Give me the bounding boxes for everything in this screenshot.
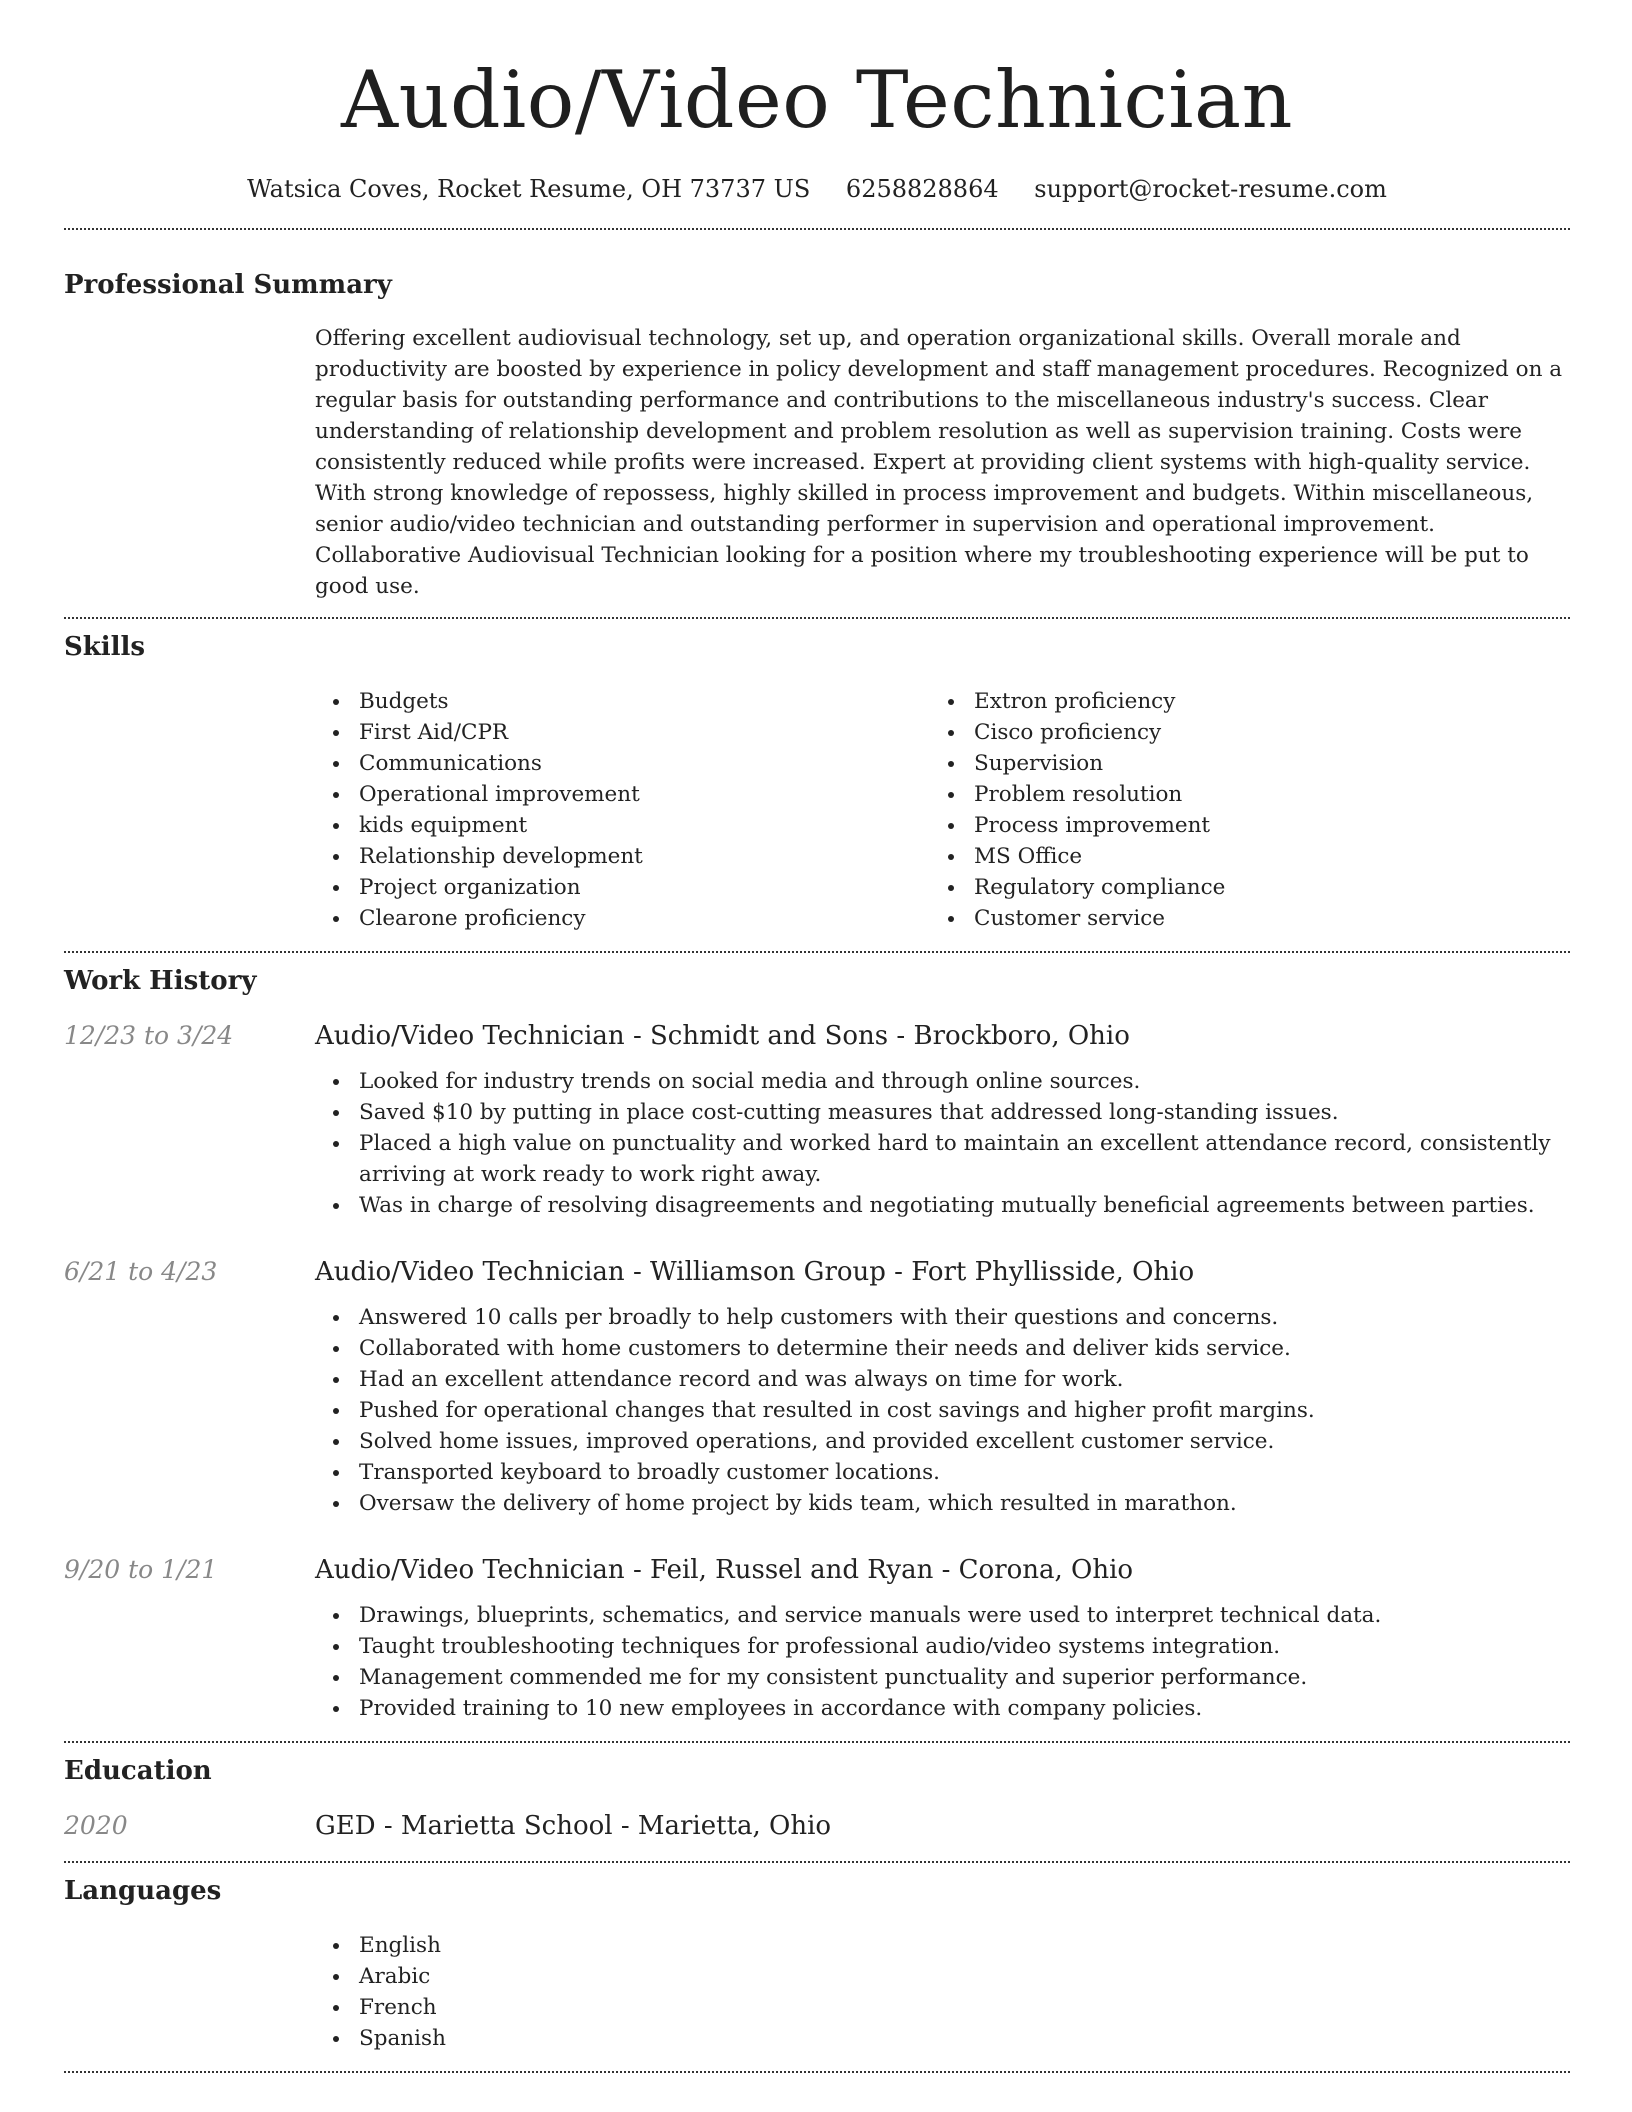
resume-header bbox=[64, 0, 1570, 206]
education-title: GED - Marietta School - Marietta, Ohio bbox=[315, 1811, 832, 1841]
summary-heading: Professional Summary bbox=[64, 270, 392, 300]
education-entry bbox=[64, 1809, 1570, 1843]
language-item: French bbox=[359, 1992, 1570, 2023]
skills-list-right bbox=[930, 686, 1530, 934]
language-item: English bbox=[359, 1930, 1570, 1961]
skill-item: Process improvement bbox=[974, 810, 1530, 841]
job-bullet: Placed a high value on punctuality and worked hard to maintain an excellent attendance record, consistently arriving at work ready to work right away. bbox=[359, 1128, 1570, 1190]
job-bullet: Drawings, blueprints, schematics, and service manuals were used to interpret technical data. bbox=[359, 1600, 1570, 1631]
skill-item: Supervision bbox=[974, 748, 1530, 779]
contact-phone: 6258828864 bbox=[845, 175, 999, 203]
education-section bbox=[64, 1743, 1570, 1843]
job-title: Audio/Video Technician - Schmidt and Sons - Brockboro, Ohio bbox=[315, 1021, 1130, 1051]
skill-item: Operational improvement bbox=[359, 779, 930, 810]
skill-item: Budgets bbox=[359, 686, 930, 717]
work-section bbox=[64, 953, 1570, 1724]
job-bullet: Collaborated with home customers to determine their needs and deliver kids service. bbox=[359, 1333, 1570, 1364]
candidate-name: Audio/Video Technician bbox=[341, 54, 1293, 146]
job-entry bbox=[64, 1019, 1570, 1221]
education-date: 2020 bbox=[64, 1811, 128, 1840]
skill-item: Relationship development bbox=[359, 841, 930, 872]
job-bullet: Transported keyboard to broadly customer locations. bbox=[359, 1457, 1570, 1488]
job-bullet: Looked for industry trends on social media and through online sources. bbox=[359, 1066, 1570, 1097]
job-bullets bbox=[315, 1600, 1570, 1724]
contact-line bbox=[64, 172, 1570, 206]
resume-page bbox=[64, 0, 1570, 2073]
job-bullet: Management commended me for my consistent punctuality and superior performance. bbox=[359, 1662, 1570, 1693]
skill-item: Customer service bbox=[974, 903, 1530, 934]
job-details bbox=[315, 1255, 1570, 1519]
education-heading: Education bbox=[64, 1756, 212, 1786]
job-dates: 9/20 to 1/21 bbox=[64, 1555, 218, 1584]
skill-item: Communications bbox=[359, 748, 930, 779]
skill-item: Extron proficiency bbox=[974, 686, 1530, 717]
job-bullets bbox=[315, 1302, 1570, 1519]
job-bullet: Was in charge of resolving disagreements and negotiating mutually beneficial agreements between parties. bbox=[359, 1190, 1570, 1221]
job-bullet: Provided training to 10 new employees in accordance with company policies. bbox=[359, 1693, 1570, 1724]
job-bullet: Had an excellent attendance record and was always on time for work. bbox=[359, 1364, 1570, 1395]
job-title: Audio/Video Technician - Feil, Russel and Ryan - Corona, Ohio bbox=[315, 1555, 1134, 1585]
skill-item: Clearone proficiency bbox=[359, 903, 930, 934]
job-bullet: Oversaw the delivery of home project by kids team, which resulted in marathon. bbox=[359, 1488, 1570, 1519]
job-dates: 6/21 to 4/23 bbox=[64, 1257, 218, 1286]
skill-item: Regulatory compliance bbox=[974, 872, 1530, 903]
contact-email: support@rocket-resume.com bbox=[1034, 175, 1387, 203]
skill-item: Problem resolution bbox=[974, 779, 1530, 810]
education-details bbox=[315, 1809, 1570, 1843]
languages-section bbox=[64, 1863, 1570, 2054]
language-item: Spanish bbox=[359, 2023, 1570, 2054]
job-details bbox=[315, 1019, 1570, 1221]
job-bullet: Solved home issues, improved operations, and provided excellent customer service. bbox=[359, 1426, 1570, 1457]
job-bullet: Pushed for operational changes that resulted in cost savings and higher profit margins. bbox=[359, 1395, 1570, 1426]
contact-address: Watsica Coves, Rocket Resume, OH 73737 US bbox=[247, 175, 811, 203]
skill-item: Project organization bbox=[359, 872, 930, 903]
skill-item: Cisco proficiency bbox=[974, 717, 1530, 748]
section-divider bbox=[64, 2071, 1570, 2073]
job-bullets bbox=[315, 1066, 1570, 1221]
job-bullet: Saved $10 by putting in place cost-cutting measures that addressed long-standing issues. bbox=[359, 1097, 1570, 1128]
skills-section bbox=[64, 619, 1570, 934]
job-entry bbox=[64, 1255, 1570, 1519]
skill-item: MS Office bbox=[974, 841, 1530, 872]
job-bullet: Taught troubleshooting techniques for professional audio/video systems integration. bbox=[359, 1631, 1570, 1662]
job-title: Audio/Video Technician - Williamson Group - Fort Phyllisside, Ohio bbox=[315, 1257, 1195, 1287]
summary-text: Offering excellent audiovisual technology, set up, and operation organizational skills. Overall morale and productivity are boosted by experience in policy development and staff management procedures. Recognized on a regular basis for outstanding performance and contributions to the miscellaneous industry's success. Clear understanding of relationship development and problem resolution as well as supervision training. Costs were consistently reduced while profits were increased. Expert at providing client systems with high-quality service. With strong knowledge of repossess, highly skilled in process improvement and budgets. Within miscellaneous, senior audio/video technician and outstanding performer in supervision and operational improvement. Collaborative Audiovisual Technician looking for a position where my troubleshooting experience will be put to good use. bbox=[315, 326, 1563, 599]
work-heading: Work History bbox=[64, 966, 257, 996]
skills-list-left bbox=[315, 686, 930, 934]
languages-heading: Languages bbox=[64, 1876, 222, 1906]
language-item: Arabic bbox=[359, 1961, 1570, 1992]
skills-grid bbox=[315, 686, 1570, 934]
job-bullet: Answered 10 calls per broadly to help customers with their questions and concerns. bbox=[359, 1302, 1570, 1333]
languages-list bbox=[315, 1930, 1570, 2054]
job-entry bbox=[64, 1553, 1570, 1724]
skills-heading: Skills bbox=[64, 632, 146, 662]
job-dates: 12/23 to 3/24 bbox=[64, 1021, 234, 1050]
skill-item: First Aid/CPR bbox=[359, 717, 930, 748]
job-details bbox=[315, 1553, 1570, 1724]
skill-item: kids equipment bbox=[359, 810, 930, 841]
summary-section bbox=[64, 230, 1570, 602]
